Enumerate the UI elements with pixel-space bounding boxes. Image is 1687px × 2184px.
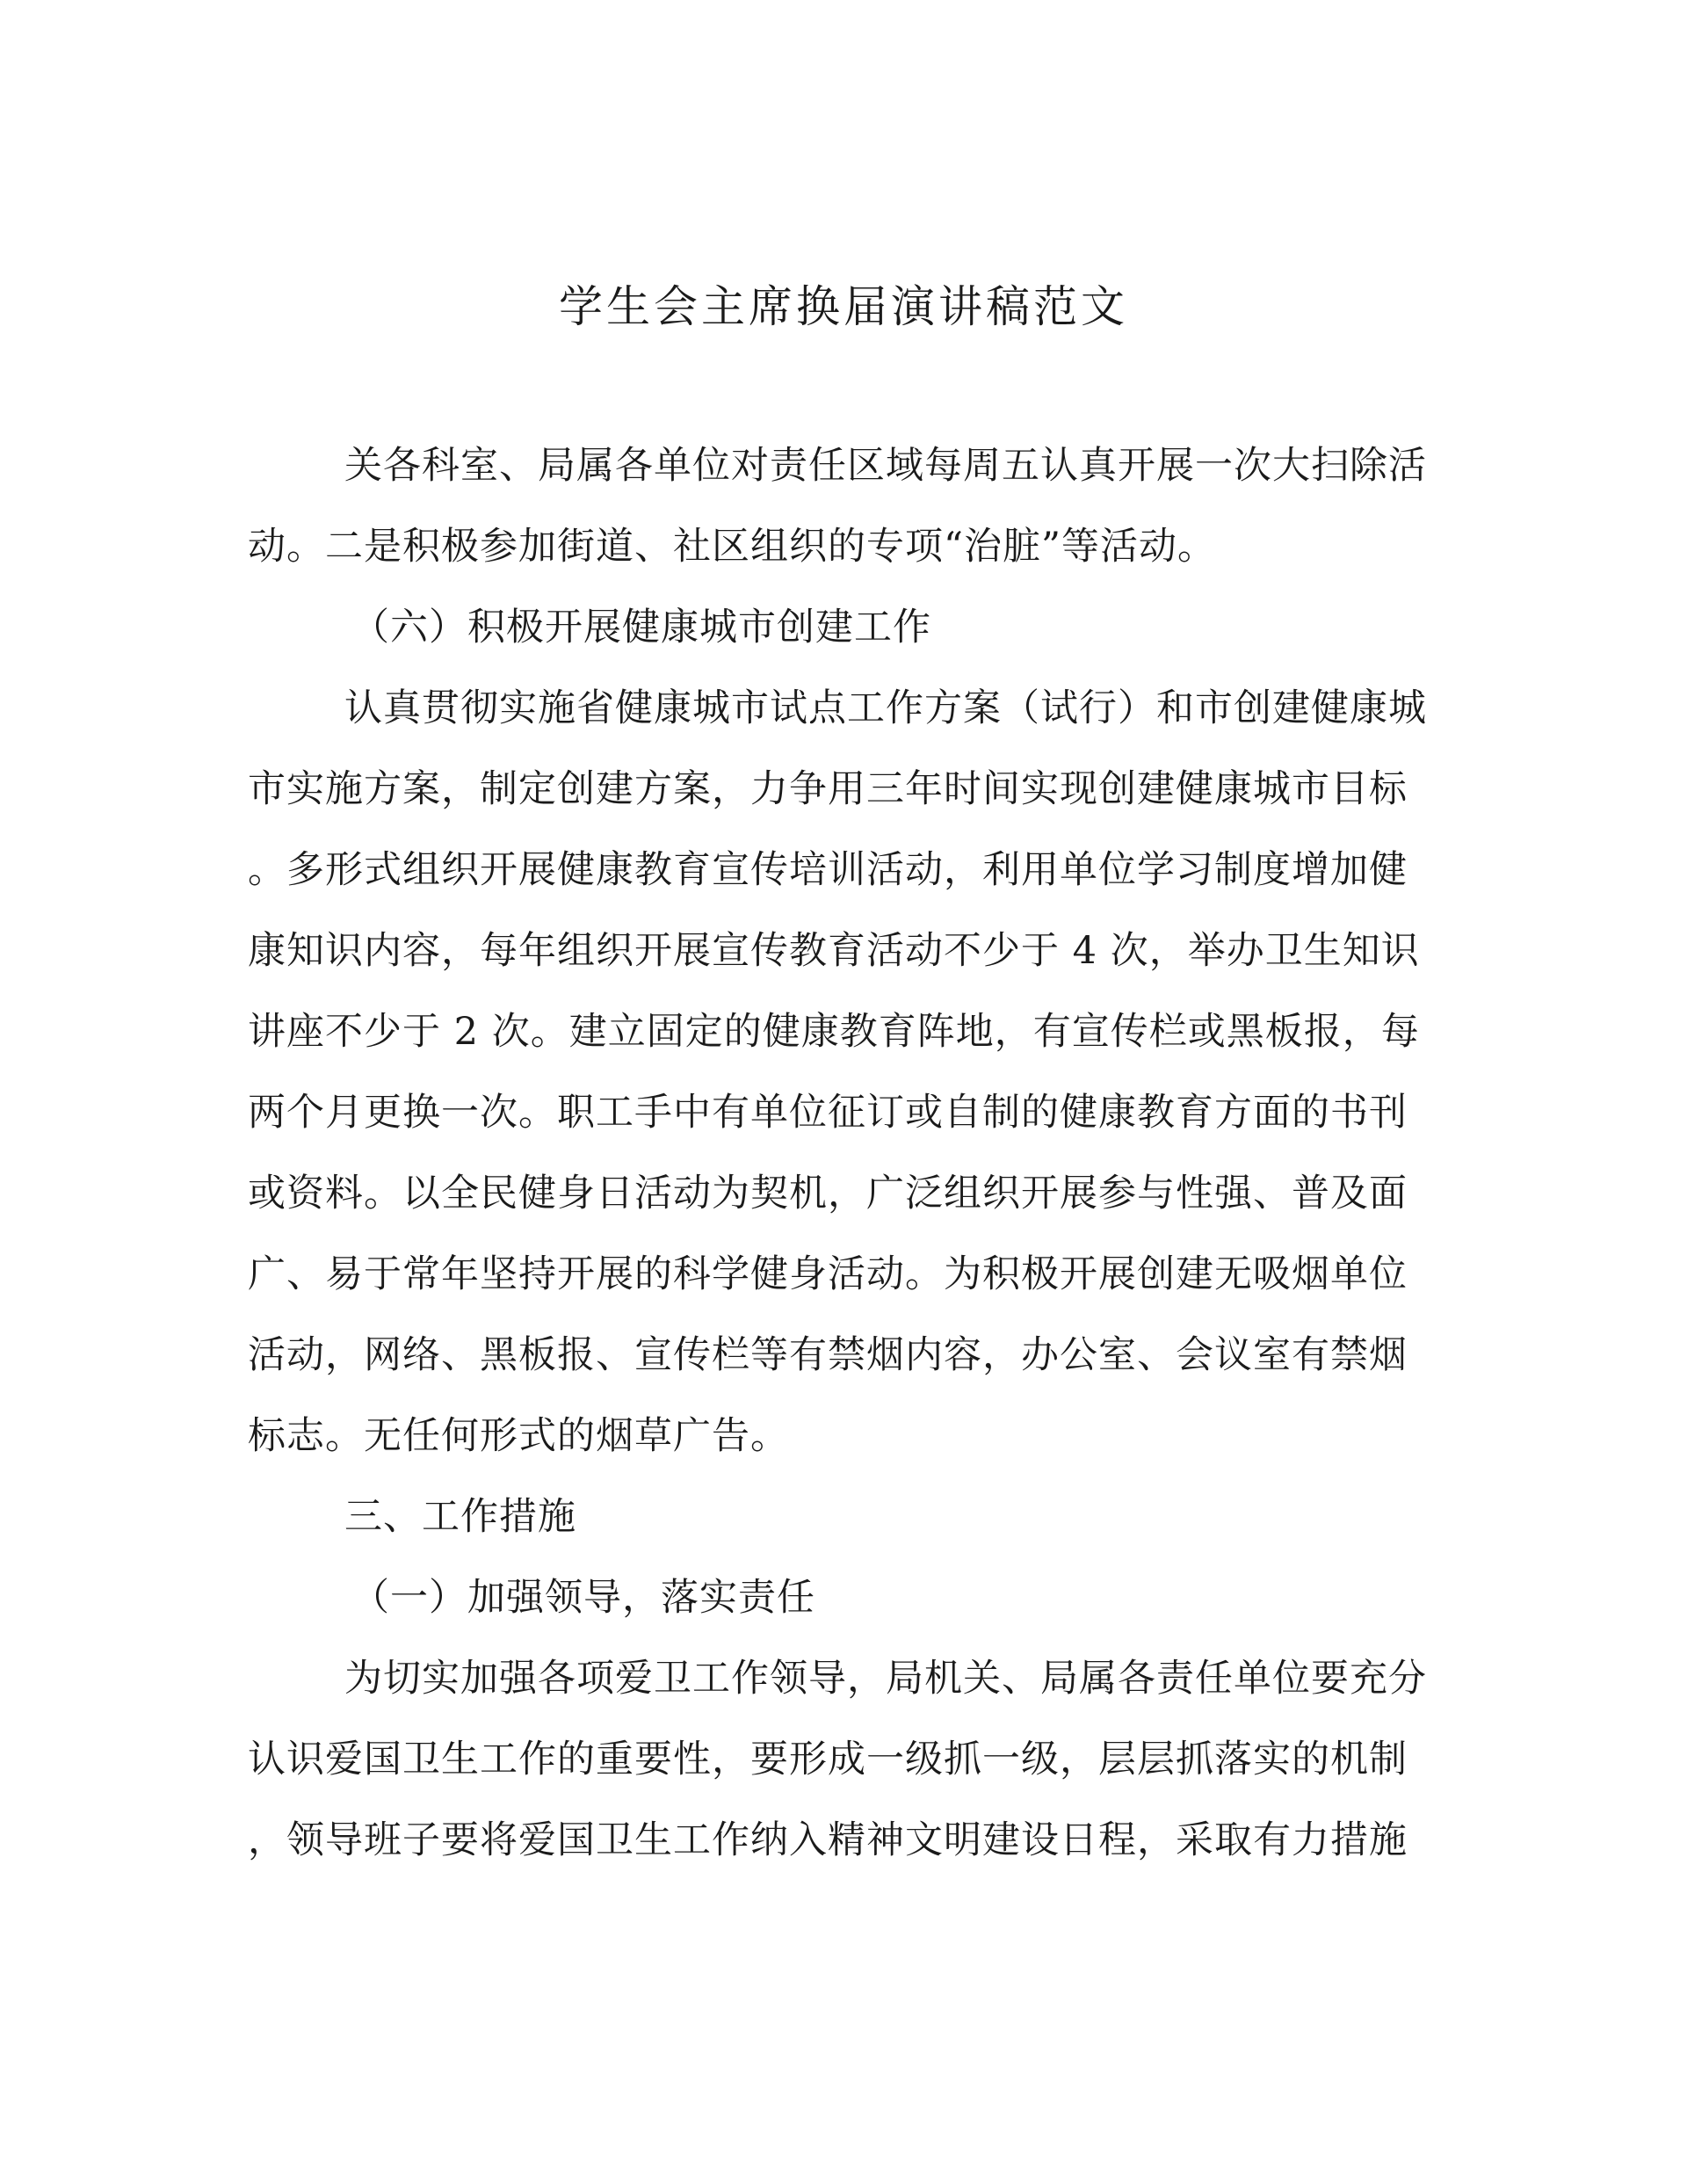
paragraph-line: 为切实加强各项爱卫工作领导，局机关、局属各责任单位要充分 [344,1657,1427,1701]
document-title: 学生会主席换届演讲稿范文 [559,281,1128,332]
section-heading: （六）积极开展健康城市创建工作 [351,606,931,649]
paragraph-line: 两个月更换一次。职工手中有单位征订或自制的健康教育方面的书刊 [248,1091,1408,1135]
section-heading: （一）加强领导，落实责任 [351,1576,815,1620]
paragraph-line: 市实施方案，制定创建方案，力争用三年时间实现创建健康城市目标 [248,767,1408,811]
paragraph-line: 。多形式组织开展健康教育宣传培训活动，利用单位学习制度增加健 [248,848,1408,892]
section-heading: 三、工作措施 [344,1495,576,1539]
paragraph-line: 认识爱国卫生工作的重要性，要形成一级抓一级，层层抓落实的机制 [248,1738,1408,1781]
paragraph-line: 标志。无任何形式的烟草广告。 [248,1414,789,1458]
paragraph-line: 或资料。以全民健身日活动为契机，广泛组织开展参与性强、普及面 [248,1172,1408,1215]
paragraph-line: 康知识内容，每年组织开展宣传教育活动不少于 4 次，举办卫生知识 [248,929,1420,973]
paragraph-line: 活动，网络、黑板报、宣传栏等有禁烟内容，办公室、会议室有禁烟 [248,1333,1408,1377]
paragraph-line: 认真贯彻实施省健康城市试点工作方案（试行）和市创建健康城 [344,686,1427,730]
paragraph-line: 广、易于常年坚持开展的科学健身活动。为积极开展创建无吸烟单位 [248,1252,1408,1296]
paragraph-line: ，领导班子要将爱国卫生工作纳入精神文明建设日程，采取有力措施 [248,1818,1408,1862]
paragraph-line: 关各科室、局属各单位对责任区域每周五认真开展一次大扫除活 [344,444,1427,488]
paragraph-line: 讲座不少于 2 次。建立固定的健康教育阵地，有宣传栏或黑板报，每 [248,1010,1420,1054]
paragraph-line: 动。二是积极参加街道、社区组织的专项“治脏”等活动。 [248,525,1216,569]
